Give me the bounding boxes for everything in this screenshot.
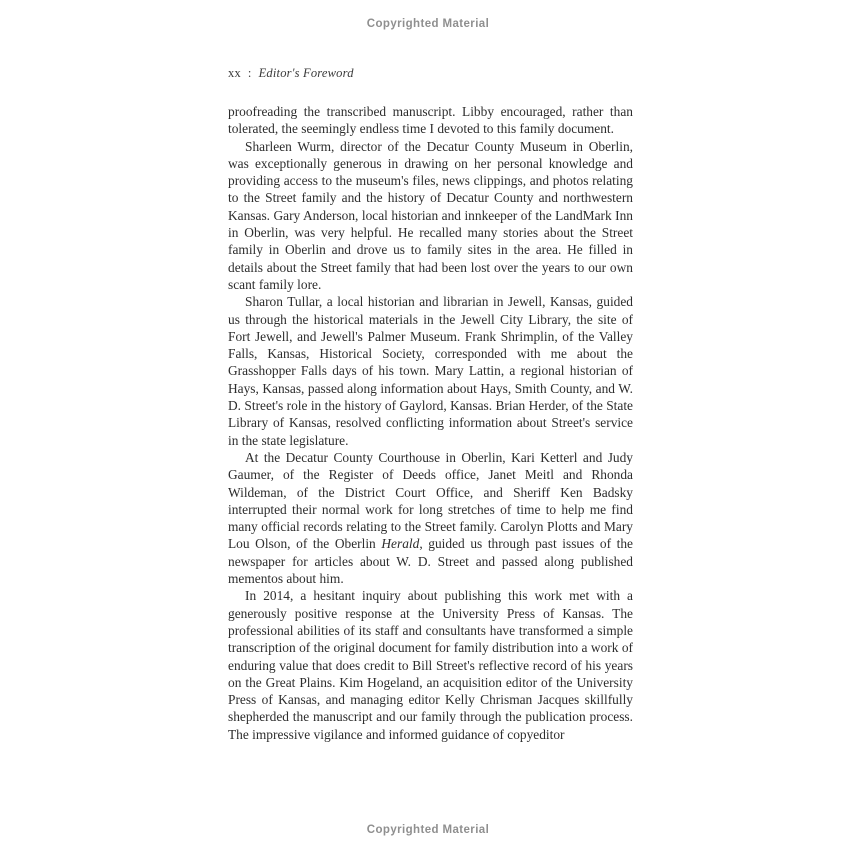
paragraph-sharon-tullar: Sharon Tullar, a local historian and librarian in Jewell, Kansas, guided us through the historical materials in the Jewell City Library, the site of Fort Jewell, and Jewell's Palmer Museum. Frank Shrimplin, of the Valley Falls, Kansas, Historical Society, corresponded with me about the Grasshopper Falls days of his town. Mary Lattin, a regional historian of Hays, Kansas, passed along information about Hays, Smith County, and W. D. Street's role in the history of Gaylord, Kansas. Brian Herder, of the State Library of Kansas, resolved conflicting information about Street's service in the state legislature.	[228, 294, 633, 448]
copyright-notice-top: Copyrighted Material	[366, 18, 490, 30]
paragraph-courthouse-part1: At the Decatur County Courthouse in Oberlin, Kari Ketterl and Judy Gaumer, of the Register of Deeds office, Janet Meitl and Rhonda Wildeman, of the District Court Office, and Sheriff Ken Badsky interrupted their normal work for long stretches of time to help me find many official records relating to the Street family. Carolyn Plotts and Mary Lou Olson, of the Oberlin	[228, 449, 633, 552]
running-head-separator: :	[247, 66, 252, 80]
page-number: xx	[228, 66, 241, 80]
paragraph-sharleen-wurm: Sharleen Wurm, director of the Decatur County Museum in Oberlin, was exceptionally generous in drawing on her personal knowledge and providing access to the museum's files, news clippings, and photos relating to the Street family and the history of Decatur County and northwestern Kansas. Gary Anderson, local historian and innkeeper of the LandMark Inn in Oberlin, was very helpful. He recalled many stories about the Street family in Oberlin and drove us to family sites in the area. He filled in details about the Street family that had been lost over the years to our own scant family lore.	[228, 138, 633, 292]
copyright-notice-bottom: Copyrighted Material	[366, 824, 490, 836]
paragraph-courthouse	[228, 449, 633, 587]
running-head	[228, 66, 354, 81]
paragraph-courthouse-part2: , guided us through past issues of the newspaper for articles about W. D. Street and passed along published mementos about him.	[228, 536, 633, 587]
running-head-title: Editor's Foreword	[258, 66, 354, 80]
paragraph-courthouse-herald-italic: Herald	[381, 536, 420, 552]
paragraph-continuation: proofreading the transcribed manuscript. Libby encouraged, rather than tolerated, the seemingly endless time I devoted to this family document.	[228, 104, 633, 137]
body-text	[228, 103, 633, 743]
paragraph-publishing: In 2014, a hesitant inquiry about publishing this work met with a generously positive response at the University Press of Kansas. The professional abilities of its staff and consultants have transformed a simple transcription of the original document for family distribution into a work of enduring value that does credit to Bill Street's reflective record of his years on the Great Plains. Kim Hogeland, an acquisition editor of the University Press of Kansas, and managing editor Kelly Chrisman Jacques skillfully shepherded the manuscript and our family through the publication process. The impressive vigilance and informed guidance of copyeditor	[228, 588, 633, 742]
